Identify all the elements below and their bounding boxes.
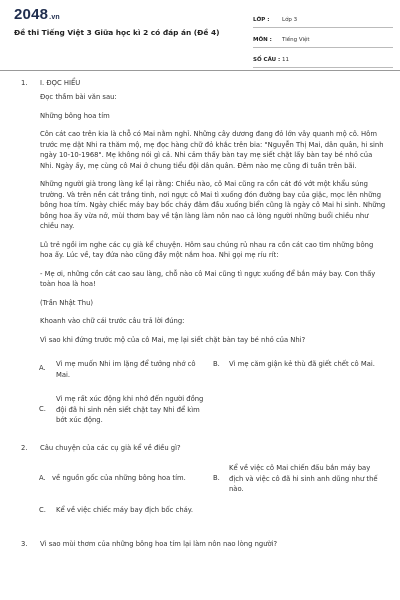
meta-label: MÔN : [253,36,272,43]
story-paragraph: - Mẹ ơi, những cồn cát cao sau làng, chỗ nào cô Mai cũng tì ngực xuống để bắn máy bay. Con thấy toàn hoa là hoa! [40,269,376,288]
question-2-header [0,443,400,457]
section-heading: I. ĐỌC HIỂU [40,79,81,87]
option-text: Kể về việc chiếc máy bay địch bốc cháy. [56,506,193,514]
meta-value: 11 [282,56,289,63]
story-paragraph: Lũ trẻ ngồi im nghe các cụ già kể chuyện. Hôm sau chúng rủ nhau ra cồn cát cao tìm những bông hoa ấy. Lúc về, tay đứa nào cũng đầy một nắm hoa. Nhi gọi mẹ ríu rít: [40,240,374,259]
option-letter: C. [39,506,46,514]
header-divider [0,70,400,71]
option-letter: A. [39,474,46,482]
option-text: Vì mẹ rất xúc động khi nhớ đến người đồng đội đã hi sinh nên siết chặt tay Nhi để kìm bớt xúc động. [56,395,204,424]
story-title: Những bông hoa tím [40,111,110,120]
meta-row-question-count [253,52,393,68]
story-paragraph: Côn cát cao trên kia là chỗ có Mai nằm nghỉ. Những cây dương đang đỏ lớn vây quanh mộ cô. Hôm trước mẹ dặt Nhi ra thăm mộ, mẹ đọc hàng chữ đỏ khắc trên bia: "Nguyễn Thị Mai, dân quân, hi sinh ngày 10-10-1968". Mẹ không nói gì cả. Nhi cảm thấy bàn tay mẹ siết chặt lấy bàn tay bé nhỏ của Nhi. Ngày ấy, mẹ cùng cô Mai ở chung tiểu đội dân quân. Đêm nào mẹ cũng đi tuần trên bãi. [40,130,384,170]
meta-row-class [253,12,393,28]
option-text: Vì mẹ căm giận kẻ thù đã giết chết cô Mai. [229,360,375,368]
option-a[interactable] [40,473,210,487]
answer-instruction: Khoanh vào chữ cái trước câu trả lời đúng: [40,317,185,325]
header [0,0,400,62]
option-text: Vì mẹ muốn Nhi im lặng để tưởng nhớ cô Mai. [56,360,196,379]
question-number: 3. [21,540,28,548]
option-c[interactable] [40,505,260,519]
instruction-text: Đọc thầm bài văn sau: [40,93,117,101]
option-a[interactable] [40,359,210,383]
meta-row-subject [253,32,393,48]
question-text: Vì sao mùi thơm của những bông hoa tím lại làm nôn nao lòng người? [40,540,278,548]
question-1-options [40,351,386,429]
story-author: (Trần Nhật Thu) [40,298,94,307]
option-b[interactable] [213,359,386,373]
option-letter: C. [39,405,46,413]
question-text: Vì sao khi đứng trước mộ của cô Mai, mẹ lại siết chặt bàn tay bé nhỏ của Nhi? [40,335,306,344]
question-3-header [0,539,400,553]
option-c[interactable] [40,394,210,428]
meta-value: Lớp 3 [282,16,298,23]
meta-value: Tiếng Việt [282,36,310,43]
logo-suffix: .vn [49,14,60,21]
story-paragraph: Những người già trong làng kể lại rằng: Chiều nào, cô Mai cũng ra cồn cát đó vớt một khẩu súng trường. Và trên nền cát trắng tinh, nơi ngực cô Mai tì xuống đón đường bay của giặc, mọc lên những bông hoa tím. Ngày chiếc máy bay bốc cháy đâm đầu xuống biển cũng là ngày cô Mai hi sinh. Những bông hoa ấy vừa nở, mùi thơm bay về tận làng làm nôn nao cả lòng người những buổi chiều như chiều nay. [40,180,386,230]
meta-label: SỐ CÂU : [253,56,281,63]
meta-label: LỚP : [253,16,270,23]
document-title: Đề thi Tiếng Việt 3 Giữa học kì 2 có đáp án (Đề 4) [14,28,220,37]
option-letter: B. [213,360,220,368]
exam-content [0,78,400,553]
logo-text: 2048 [14,6,49,23]
option-letter: B. [213,474,220,482]
document-meta [253,12,393,72]
option-letter: A. [39,364,46,372]
option-text: về nguồn gốc của những bông hoa tím. [52,474,186,482]
option-text: Kể về việc cô Mai chiến đấu bắn máy bay địch và việc cô đã hi sinh anh dũng như thế nào. [229,464,378,493]
question-1-header [0,78,400,92]
question-text: Câu chuyện của các cụ già kể về điều gì? [40,444,181,452]
question-2-options [40,457,386,519]
site-logo[interactable] [14,6,60,23]
option-b[interactable] [213,463,386,497]
question-number: 1. [21,79,28,87]
question-number: 2. [21,444,28,452]
